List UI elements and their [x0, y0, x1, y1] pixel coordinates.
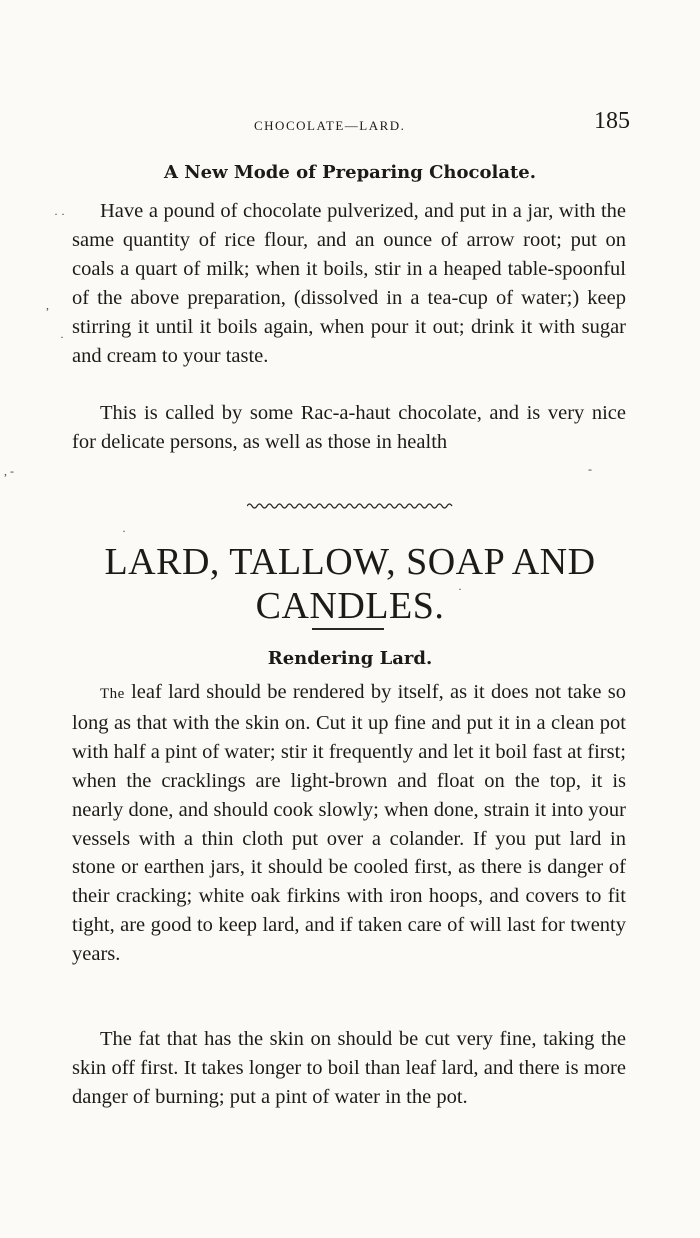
lard-paragraph-1-text: leaf lard should be rendered by itself, as it does not take so long as that with the skin on. Cut it up fine and put it in a clean pot with half a pint of water; stir it frequently and let it boil fast at first; when the cracklings are light-brown and float on the top, it is nearly done, and should cook slowly; when done, strain it into your vessels with a thin cloth put over a colander. If you put lard in stone or earthen jars, it should be cooled first, as there is danger of their cracking; white oak firkins with iron hoops, and covers to fit tight, are good to keep lard, and if taken care of will last for twenty years.	[72, 681, 626, 966]
heading-rule	[312, 628, 384, 630]
margin-speck: , ‐	[4, 464, 14, 478]
chapter-heading-line-1: LARD, TALLOW, SOAP AND	[104, 541, 596, 583]
chocolate-recipe-title: A New Mode of Preparing Chocolate.	[163, 162, 537, 183]
margin-speck: ,	[46, 298, 49, 312]
margin-speck: ·	[60, 330, 64, 344]
chapter-heading	[70, 540, 630, 628]
chocolate-paragraph-2: This is called by some Rac-a-haut chocolate, and is very nice for delicate persons, as well as those in health	[72, 402, 626, 453]
chapter-heading-line-2: CANDLES.	[255, 585, 445, 627]
lard-paragraph-2: The fat that has the skin on should be cut very fine, taking the skin off first. It takes longer to boil than leaf lard, and there is more danger of burning; put a pint of water in the pot.	[72, 1028, 626, 1108]
rendering-lard-title: Rendering Lard.	[267, 648, 433, 669]
margin-speck: -	[588, 462, 592, 476]
small-caps-lead: The	[100, 686, 125, 702]
running-header	[70, 108, 630, 142]
margin-speck: ·	[122, 524, 126, 538]
chocolate-paragraph-1: Have a pound of chocolate pulverized, and put in a jar, with the same quantity of rice flour, and an ounce of arrow root; put on coals a quart of milk; when it boils, stir in a heaped table-spoonful of the above preparation, (dissolved in a tea-cup of water;) keep stirring it until it boils again, when pour it out; drink it with sugar and cream to your taste.	[72, 200, 626, 367]
page-number: 185	[594, 108, 630, 134]
margin-speck: · ·	[54, 207, 65, 221]
margin-speck: ·	[458, 582, 462, 596]
lard-paragraph-1	[72, 678, 626, 969]
decorative-wavy-divider	[247, 500, 455, 512]
running-title: CHOCOLATE—LARD.	[254, 118, 406, 133]
